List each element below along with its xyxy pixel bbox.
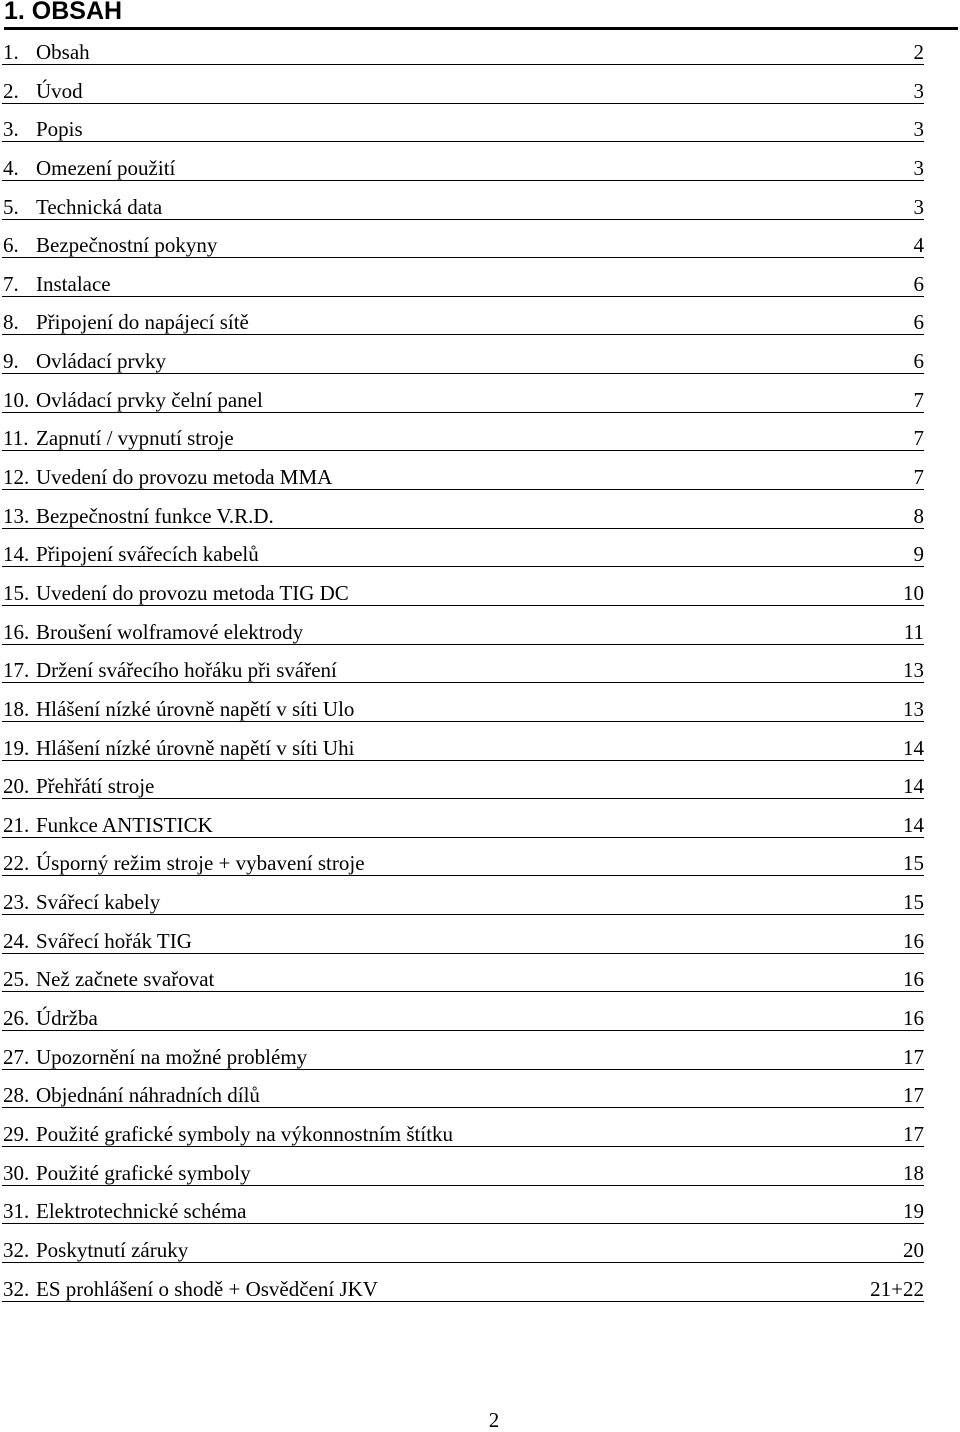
toc-entry-number: 11. (3, 426, 29, 451)
toc-underline (2, 760, 924, 761)
toc-entry-page: 6 (913, 310, 924, 335)
toc-entry[interactable] (0, 462, 960, 501)
toc-entry-title: Bezpečnostní pokyny (36, 233, 218, 258)
toc-entry[interactable] (0, 307, 960, 346)
toc-underline (2, 450, 924, 451)
toc-entry-number: 15. (3, 580, 30, 605)
toc-entry[interactable] (0, 617, 960, 656)
toc-underline (2, 412, 924, 413)
toc-entry[interactable] (0, 1119, 960, 1158)
toc-entry[interactable] (0, 733, 960, 772)
toc-entry-number: 12. (3, 465, 30, 490)
toc-entry-number: 9. (3, 349, 19, 374)
toc-entry[interactable] (0, 346, 960, 385)
toc-entry[interactable] (0, 1003, 960, 1042)
toc-underline (2, 334, 924, 335)
toc-entry-page: 3 (913, 155, 924, 180)
toc-underline (2, 798, 924, 799)
toc-entry-number: 3. (3, 117, 19, 142)
toc-entry[interactable] (0, 810, 960, 849)
toc-underline (2, 1185, 924, 1186)
toc-entry-page: 18 (903, 1160, 924, 1185)
toc-entry-title: Funkce ANTISTICK (36, 812, 213, 837)
toc-entry-number: 28. (3, 1083, 30, 1108)
toc-entry-title: Přehřátí stroje (36, 774, 155, 799)
toc-entry-title: Poskytnutí záruky (36, 1237, 189, 1262)
toc-entry-title: Broušení wolframové elektrody (36, 619, 304, 644)
toc-entry-page: 11 (903, 619, 924, 644)
toc-entry[interactable] (0, 423, 960, 462)
toc-underline (2, 721, 924, 722)
toc-underline (2, 1301, 924, 1302)
toc-entry[interactable] (0, 230, 960, 269)
toc-entry-page: 20 (903, 1237, 924, 1262)
toc-entry-title: Elektrotechnické schéma (36, 1199, 247, 1224)
toc-entry[interactable] (0, 114, 960, 153)
toc-entry-title: Zapnutí / vypnutí stroje (36, 426, 234, 451)
toc-entry-title: Připojení do napájecí sítě (36, 310, 249, 335)
toc-entry-page: 13 (903, 696, 924, 721)
toc-entry-page: 6 (913, 271, 924, 296)
toc-entry-number: 1. (3, 40, 19, 64)
toc-entry[interactable] (0, 192, 960, 231)
toc-entry-page: 8 (913, 503, 924, 528)
toc-underline (2, 644, 924, 645)
toc-underline (2, 837, 924, 838)
toc-entry-page: 2 (913, 40, 924, 64)
toc-underline (2, 605, 924, 606)
toc-entry-page: 21+22 (870, 1276, 924, 1301)
toc-underline (2, 1069, 924, 1070)
toc-entry[interactable] (0, 76, 960, 115)
toc-underline (2, 875, 924, 876)
toc-entry-title: Svářecí kabely (36, 890, 161, 915)
toc-entry[interactable] (0, 1042, 960, 1081)
toc-entry-number: 16. (3, 619, 30, 644)
toc-entry[interactable] (0, 385, 960, 424)
toc-entry-page: 7 (913, 387, 924, 412)
toc-entry-page: 4 (913, 233, 924, 258)
toc-underline (2, 103, 924, 104)
toc-underline (2, 296, 924, 297)
toc-entry-title: Hlášení nízké úrovně napětí v síti Uhi (36, 735, 355, 760)
toc-entry-page: 10 (903, 580, 924, 605)
toc-entry-number: 31. (3, 1199, 30, 1224)
toc-entry-title: Upozornění na možné problémy (36, 1044, 308, 1069)
toc-entry[interactable] (0, 1235, 960, 1274)
toc-entry-title: Bezpečnostní funkce V.R.D. (36, 503, 274, 528)
toc-entry-number: 6. (3, 233, 19, 258)
toc-entry-title: Držení svářecího hořáku při sváření (36, 658, 337, 683)
toc-entry-number: 32. (3, 1237, 30, 1262)
toc-entry[interactable] (0, 694, 960, 733)
toc-entry-title: Obsah (36, 40, 90, 64)
toc-entry[interactable] (0, 578, 960, 617)
toc-underline (2, 566, 924, 567)
toc-entry-number: 2. (3, 78, 19, 103)
toc-entry-page: 14 (903, 812, 924, 837)
toc-entry-number: 30. (3, 1160, 30, 1185)
toc-entry-page: 3 (913, 117, 924, 142)
toc-entry-page: 17 (903, 1044, 924, 1069)
toc-entry[interactable] (0, 501, 960, 540)
toc-underline (2, 953, 924, 954)
toc-entry-page: 3 (913, 78, 924, 103)
toc-entry-title: Ovládací prvky čelní panel (36, 387, 263, 412)
toc-underline (2, 373, 924, 374)
toc-entry[interactable] (0, 1196, 960, 1235)
toc-underline (2, 682, 924, 683)
toc-entry-page: 9 (913, 542, 924, 567)
toc-entry-number: 19. (3, 735, 30, 760)
toc-entry-number: 4. (3, 155, 19, 180)
toc-entry-number: 21. (3, 812, 30, 837)
toc-entry-title: Údržba (36, 1006, 98, 1031)
toc-entry-page: 14 (903, 774, 924, 799)
toc-entry[interactable] (0, 655, 960, 694)
toc-entry-title: Uvedení do provozu metoda MMA (36, 465, 333, 490)
toc-entry-title: ES prohlášení o shodě + Osvědčení JKV (36, 1276, 378, 1301)
toc-underline (2, 180, 924, 181)
toc-entry-title: Použité grafické symboly na výkonnostním štítku (36, 1121, 454, 1146)
toc-entry-page: 19 (903, 1199, 924, 1224)
toc-entry-number: 18. (3, 696, 30, 721)
toc-entry[interactable] (0, 269, 960, 308)
section-heading (4, 0, 958, 30)
toc-entry-number: 24. (3, 928, 30, 953)
toc-entry-page: 7 (913, 465, 924, 490)
toc-entry-number: 10. (3, 387, 30, 412)
toc-entry-number: 22. (3, 851, 30, 876)
heading-title: 1. OBSAH (4, 0, 123, 25)
toc-entry-number: 29. (3, 1121, 30, 1146)
toc-entry-page: 16 (903, 967, 924, 992)
toc-entry-number: 14. (3, 542, 30, 567)
toc-entry-title: Použité grafické symboly (36, 1160, 251, 1185)
toc-entry-page: 6 (913, 349, 924, 374)
toc-entry[interactable] (0, 964, 960, 1003)
toc-entry-title: Připojení svářecích kabelů (36, 542, 259, 567)
toc-entry[interactable] (0, 771, 960, 810)
toc-entry[interactable] (0, 887, 960, 926)
toc-entry[interactable] (0, 153, 960, 192)
toc-entry-page: 16 (903, 1006, 924, 1031)
toc-entry-page: 17 (903, 1083, 924, 1108)
toc-underline (2, 489, 924, 490)
toc-entry[interactable] (0, 1158, 960, 1197)
toc-entry-page: 7 (913, 426, 924, 451)
toc-entry-page: 3 (913, 194, 924, 219)
toc-underline (2, 1146, 924, 1147)
toc-entry[interactable] (0, 37, 960, 76)
toc-entry-title: Úsporný režim stroje + vybavení stroje (36, 851, 365, 876)
toc-entry-title: Hlášení nízké úrovně napětí v síti Ulo (36, 696, 355, 721)
toc-entry-number: 17. (3, 658, 30, 683)
toc-entry-number: 26. (3, 1006, 30, 1031)
toc-underline (2, 1030, 924, 1031)
toc-entry[interactable] (0, 848, 960, 887)
toc-entry-page: 15 (903, 890, 924, 915)
toc-underline (2, 991, 924, 992)
toc-underline (2, 1223, 924, 1224)
toc-entry[interactable] (0, 926, 960, 965)
toc-entry-title: Omezení použití (36, 155, 176, 180)
toc-entry-title: Než začnete svařovat (36, 967, 215, 992)
toc-entry-number: 7. (3, 271, 19, 296)
toc-entry[interactable] (0, 539, 960, 578)
toc-entry-title: Technická data (36, 194, 163, 219)
toc-entry-page: 17 (903, 1121, 924, 1146)
toc-underline (2, 914, 924, 915)
toc-entry-title: Objednání náhradních dílů (36, 1083, 260, 1108)
toc-entry-title: Instalace (36, 271, 111, 296)
toc-underline (2, 257, 924, 258)
toc-entry-number: 13. (3, 503, 30, 528)
toc-entry-number: 25. (3, 967, 30, 992)
toc-underline (2, 1262, 924, 1263)
toc-entry-number: 5. (3, 194, 19, 219)
table-of-contents (0, 37, 960, 1312)
toc-entry-number: 23. (3, 890, 30, 915)
toc-entry-title: Popis (36, 117, 83, 142)
toc-underline (2, 1107, 924, 1108)
toc-entry-page: 16 (903, 928, 924, 953)
toc-entry-title: Úvod (36, 78, 83, 103)
toc-underline (2, 528, 924, 529)
toc-entry-page: 13 (903, 658, 924, 683)
page-number: 2 (488, 1408, 500, 1432)
toc-entry[interactable] (0, 1274, 960, 1313)
toc-underline (2, 219, 924, 220)
toc-entry-number: 32. (3, 1276, 30, 1301)
toc-entry-number: 8. (3, 310, 19, 335)
toc-entry-number: 27. (3, 1044, 30, 1069)
toc-entry-title: Svářecí hořák TIG (36, 928, 192, 953)
toc-entry-page: 15 (903, 851, 924, 876)
toc-entry-title: Uvedení do provozu metoda TIG DC (36, 580, 349, 605)
toc-underline (2, 64, 924, 65)
toc-entry-page: 14 (903, 735, 924, 760)
toc-entry-number: 20. (3, 774, 30, 799)
toc-underline (2, 141, 924, 142)
toc-entry-title: Ovládací prvky (36, 349, 167, 374)
toc-entry[interactable] (0, 1080, 960, 1119)
